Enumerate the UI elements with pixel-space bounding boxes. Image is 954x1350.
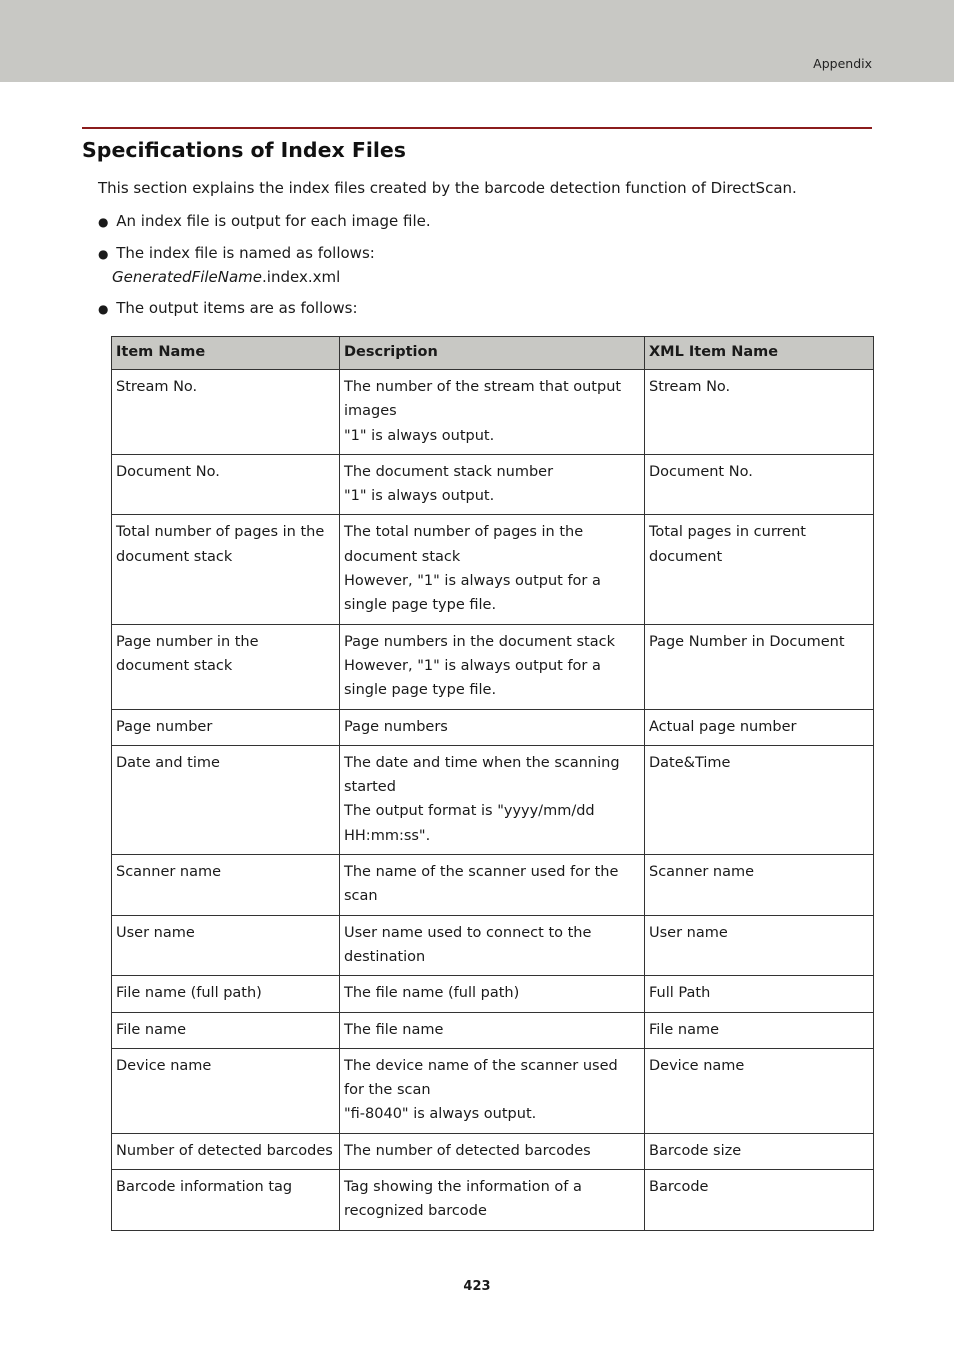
description-line: The device name of the scanner used for the scan	[344, 1057, 618, 1099]
cell-description	[340, 454, 645, 515]
table-row	[112, 1048, 874, 1133]
cell-xml-item-name: Document No.	[645, 454, 874, 515]
description-line: "1" is always output.	[344, 427, 495, 444]
cell-xml-item-name: Total pages in current document	[645, 515, 874, 624]
bullet-text: An index file is output for each image file.	[116, 212, 431, 230]
cell-xml-item-name: Scanner name	[645, 855, 874, 916]
cell-description	[340, 745, 645, 854]
description-line: The file name (full path)	[344, 985, 520, 1002]
section-label: Appendix	[813, 56, 872, 71]
filename-suffix: .index.xml	[262, 268, 341, 286]
table-header-row	[112, 337, 874, 370]
description-line: The number of detected barcodes	[344, 1142, 591, 1159]
description-line: The file name	[344, 1021, 444, 1038]
description-line: Tag showing the information of a recognized barcode	[344, 1179, 582, 1220]
title-rule	[82, 127, 872, 129]
cell-description	[340, 1133, 645, 1169]
table-row	[112, 370, 874, 455]
cell-description	[340, 370, 645, 455]
cell-item-name: Stream No.	[112, 370, 340, 455]
description-line: The output format is "yyyy/mm/dd HH:mm:ss".	[344, 803, 595, 844]
cell-item-name: Barcode information tag	[112, 1170, 340, 1231]
bullet-text: The output items are as follows:	[116, 299, 358, 317]
output-items-table	[111, 336, 874, 1231]
cell-item-name: User name	[112, 915, 340, 976]
table-row	[112, 624, 874, 709]
cell-description	[340, 976, 645, 1012]
bullet-icon: ●	[98, 215, 109, 229]
table-row	[112, 454, 874, 515]
cell-item-name: File name (full path)	[112, 976, 340, 1012]
table-row	[112, 1170, 874, 1231]
description-line: The total number of pages in the document stack	[344, 524, 584, 565]
cell-description	[340, 1048, 645, 1133]
bullet-item	[98, 241, 375, 266]
column-header-item-name: Item Name	[112, 337, 340, 370]
table-body	[112, 370, 874, 1231]
cell-xml-item-name: Stream No.	[645, 370, 874, 455]
description-line: "1" is always output.	[344, 488, 495, 505]
description-line: The number of the stream that output images	[344, 379, 622, 420]
cell-description	[340, 915, 645, 976]
cell-description	[340, 1170, 645, 1231]
table-row	[112, 1012, 874, 1048]
cell-xml-item-name: Device name	[645, 1048, 874, 1133]
cell-description	[340, 1012, 645, 1048]
description-line: Page numbers	[344, 718, 448, 735]
cell-item-name: Device name	[112, 1048, 340, 1133]
bullet-icon: ●	[98, 302, 109, 316]
cell-xml-item-name: File name	[645, 1012, 874, 1048]
cell-xml-item-name: Actual page number	[645, 709, 874, 745]
cell-xml-item-name: Barcode size	[645, 1133, 874, 1169]
page-title: Specifications of Index Files	[82, 138, 407, 162]
description-line: The document stack number	[344, 463, 554, 480]
cell-description	[340, 709, 645, 745]
description-line: The name of the scanner used for the scan	[344, 864, 619, 905]
column-header-description: Description	[340, 337, 645, 370]
cell-item-name: Date and time	[112, 745, 340, 854]
bullet-icon: ●	[98, 247, 109, 261]
cell-item-name: Page number	[112, 709, 340, 745]
cell-xml-item-name: Date&Time	[645, 745, 874, 854]
cell-xml-item-name: Full Path	[645, 976, 874, 1012]
cell-item-name: Document No.	[112, 454, 340, 515]
column-header-xml-item-name: XML Item Name	[645, 337, 874, 370]
bullet-item	[98, 209, 431, 234]
table-row	[112, 855, 874, 916]
cell-item-name: Scanner name	[112, 855, 340, 916]
description-line: The date and time when the scanning started	[344, 754, 620, 796]
intro-text: This section explains the index files created by the barcode detection function of DirectScan.	[98, 179, 797, 197]
cell-xml-item-name: User name	[645, 915, 874, 976]
table-row	[112, 709, 874, 745]
table-row	[112, 976, 874, 1012]
cell-description	[340, 855, 645, 916]
filename-italic: GeneratedFileName	[112, 268, 263, 286]
description-line: However, "1" is always output for a single page type file.	[344, 573, 601, 614]
description-line: However, "1" is always output for a single page type file.	[344, 657, 601, 699]
cell-item-name: Total number of pages in the document stack	[112, 515, 340, 624]
header-band	[0, 0, 954, 82]
table-row	[112, 515, 874, 624]
description-line: Page numbers in the document stack	[344, 633, 615, 650]
cell-item-name: File name	[112, 1012, 340, 1048]
page-number: 423	[463, 1279, 491, 1294]
bullet-text: The index file is named as follows:	[116, 244, 375, 262]
table-row	[112, 1133, 874, 1169]
cell-description	[340, 624, 645, 709]
table-row	[112, 745, 874, 854]
cell-description	[340, 515, 645, 624]
bullet-item	[98, 296, 358, 321]
table-row	[112, 915, 874, 976]
cell-xml-item-name: Barcode	[645, 1170, 874, 1231]
cell-xml-item-name: Page Number in Document	[645, 624, 874, 709]
filename-pattern	[112, 265, 340, 289]
description-line: "fi-8040" is always output.	[344, 1106, 537, 1123]
description-line: User name used to connect to the destination	[344, 924, 592, 965]
cell-item-name: Number of detected barcodes	[112, 1133, 340, 1169]
cell-item-name: Page number in the document stack	[112, 624, 340, 709]
